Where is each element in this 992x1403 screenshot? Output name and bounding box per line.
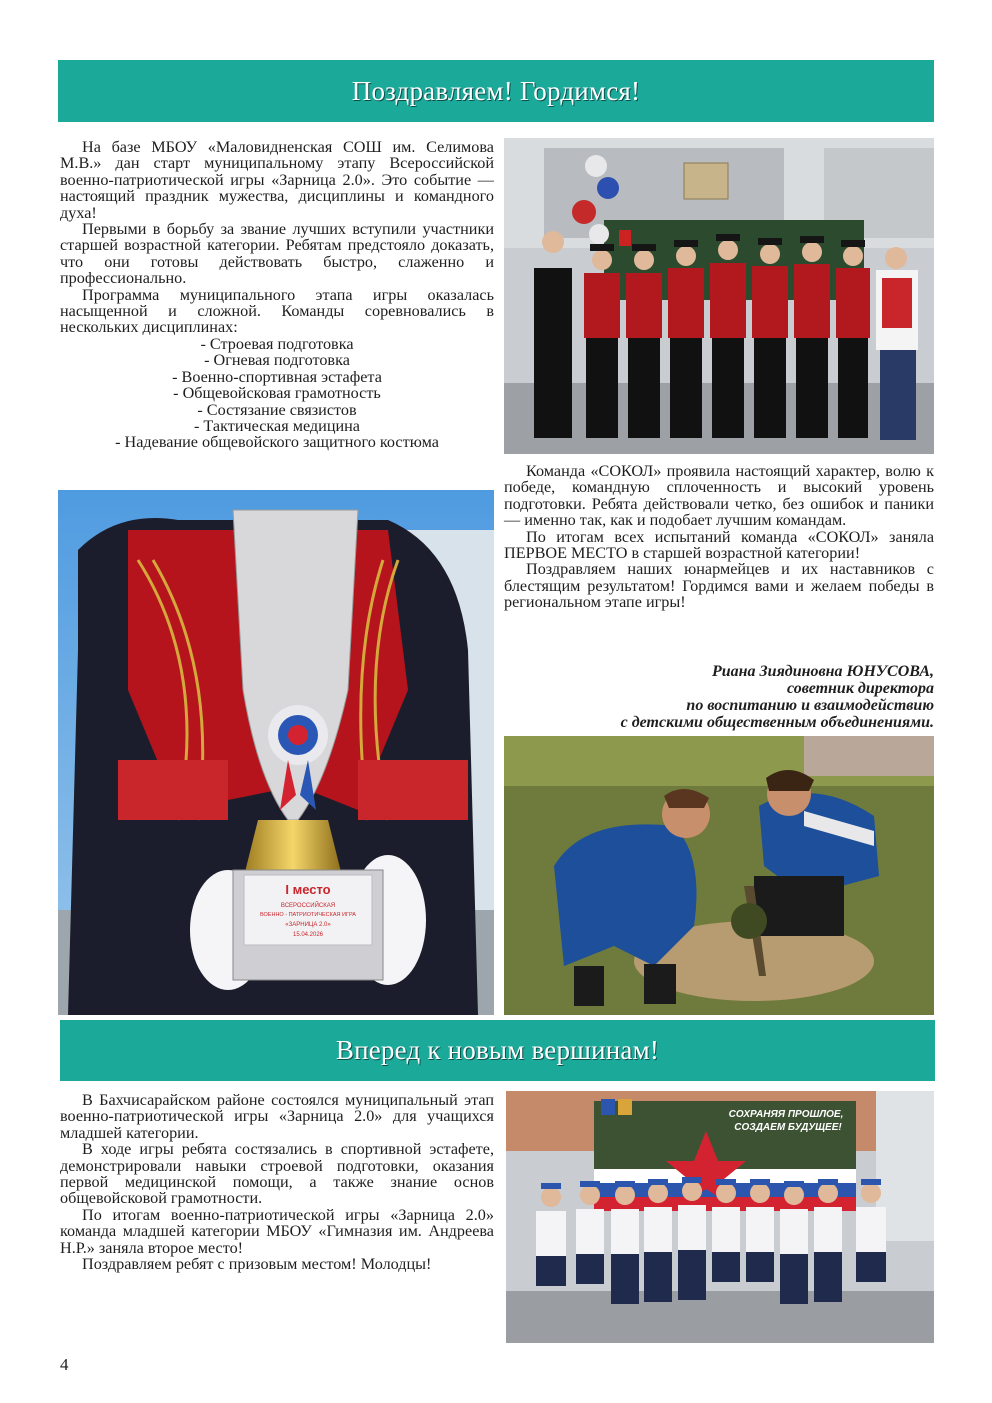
discipline-item: - Военно-спортивная эстафета: [172, 367, 382, 386]
discipline-item: - Надевание общевойского защитного костюма: [115, 433, 439, 452]
section1-banner: [58, 60, 934, 122]
signature-role: советник директора: [787, 680, 934, 697]
page-number: 4: [60, 1355, 69, 1374]
result-paragraph: Команда «СОКОЛ» проявила настоящий характер, волю к победе, командную сплоченность и высокий уровень подготовки. Ребята действовали четко, без ошибок и паники — именно так, как и подобает лучшим командам.: [504, 462, 934, 530]
intro-paragraph: Программа муниципального этапа игры оказалась насыщенной и сложной. Команды соревновались в нескольких дисциплинах:: [60, 285, 494, 337]
trophy-photo: [58, 490, 494, 1015]
section2-paragraph: В ходе игры ребята состязались в спортивной эстафете, демонстрировали навыки строевой подготовки, оказания первой медицинской помощи, а также знание основ общевойсковой грамотности.: [60, 1140, 494, 1208]
discipline-item: - Строевая подготовка: [200, 334, 354, 353]
discipline-item: - Тактическая медицина: [194, 416, 360, 435]
section2-title: Вперед к новым вершинам!: [335, 1035, 660, 1065]
disciplines-list: [60, 336, 494, 451]
trophy-date: 15.04.2026: [292, 932, 324, 938]
section2-text: [60, 1092, 494, 1272]
trophy-line3: «ЗАРНИЦА 2.0»: [285, 922, 331, 928]
result-paragraph: По итогам всех испытаний команда «СОКОЛ» заняла ПЕРВОЕ МЕСТО в старшей возрастной категории!: [504, 527, 934, 563]
section1-result-text: [504, 463, 934, 611]
section2-paragraph: Поздравляем ребят с призовым местом! Молодцы!: [82, 1255, 432, 1274]
discipline-item: - Состязание связистов: [197, 400, 357, 419]
section2-banner: [60, 1020, 935, 1081]
young-team-photo: [506, 1091, 934, 1343]
result-paragraph: Поздравляем наших юнармейцев и их наставников с блестящим результатом! Гордимся вами и желаем победы в региональном этапе игры!: [504, 560, 934, 612]
signature: [504, 663, 934, 731]
signature-role-line4: с детскими общественным объединениями.: [620, 714, 934, 731]
trophy-place: I место: [285, 882, 331, 897]
banner-text-2: СОЗДАЕМ БУДУЩЕЕ!: [734, 1122, 842, 1133]
signature-name: Риана Зиядиновна ЮНУСОВА,: [711, 663, 934, 680]
section2-paragraph: По итогам военно-патриотической игры «Зарница 2.0» команда младшей категории МБОУ «Гимназия им. Андреева Н.Р.» заняла второе место!: [60, 1205, 494, 1257]
team-photo: [504, 138, 934, 454]
section1-intro-text: [60, 139, 494, 451]
discipline-item: - Огневая подготовка: [204, 351, 350, 370]
section1-title: Поздравляем! Гордимся!: [351, 75, 641, 106]
signature-role-line3: по воспитанию и взаимодействию: [686, 697, 934, 714]
intro-paragraph: Первыми в борьбу за звание лучших вступили участники старшей возрастной категории. Ребятам предстояло доказать, что они готовы действовать быстро, слаженно и профессионально.: [60, 220, 494, 288]
section2-paragraph: В Бахчисарайском районе состоялся муниципальный этап военно-патриотической игры «Зарница 2.0» для учащихся младшей категории.: [60, 1091, 494, 1142]
trophy-line2: ВОЕННО - ПАТРИОТИЧЕСКАЯ ИГРА: [260, 912, 356, 918]
banner-text-1: СОХРАНЯЯ ПРОШЛОЕ,: [728, 1109, 844, 1120]
intro-paragraph: На базе МБОУ «Маловидненская СОШ им. Селимова М.В.» дан старт муниципальному этапу Всероссийской военно-патриотической игры «Зарница 2.0». Это событие — настоящий праздник мужества, дисциплины и командного духа!: [60, 138, 494, 222]
tree-planting-photo: [504, 736, 934, 1015]
trophy-line1: ВСЕРОССИЙСКАЯ: [280, 903, 336, 909]
discipline-item: - Общевойсковая грамотность: [173, 384, 381, 403]
